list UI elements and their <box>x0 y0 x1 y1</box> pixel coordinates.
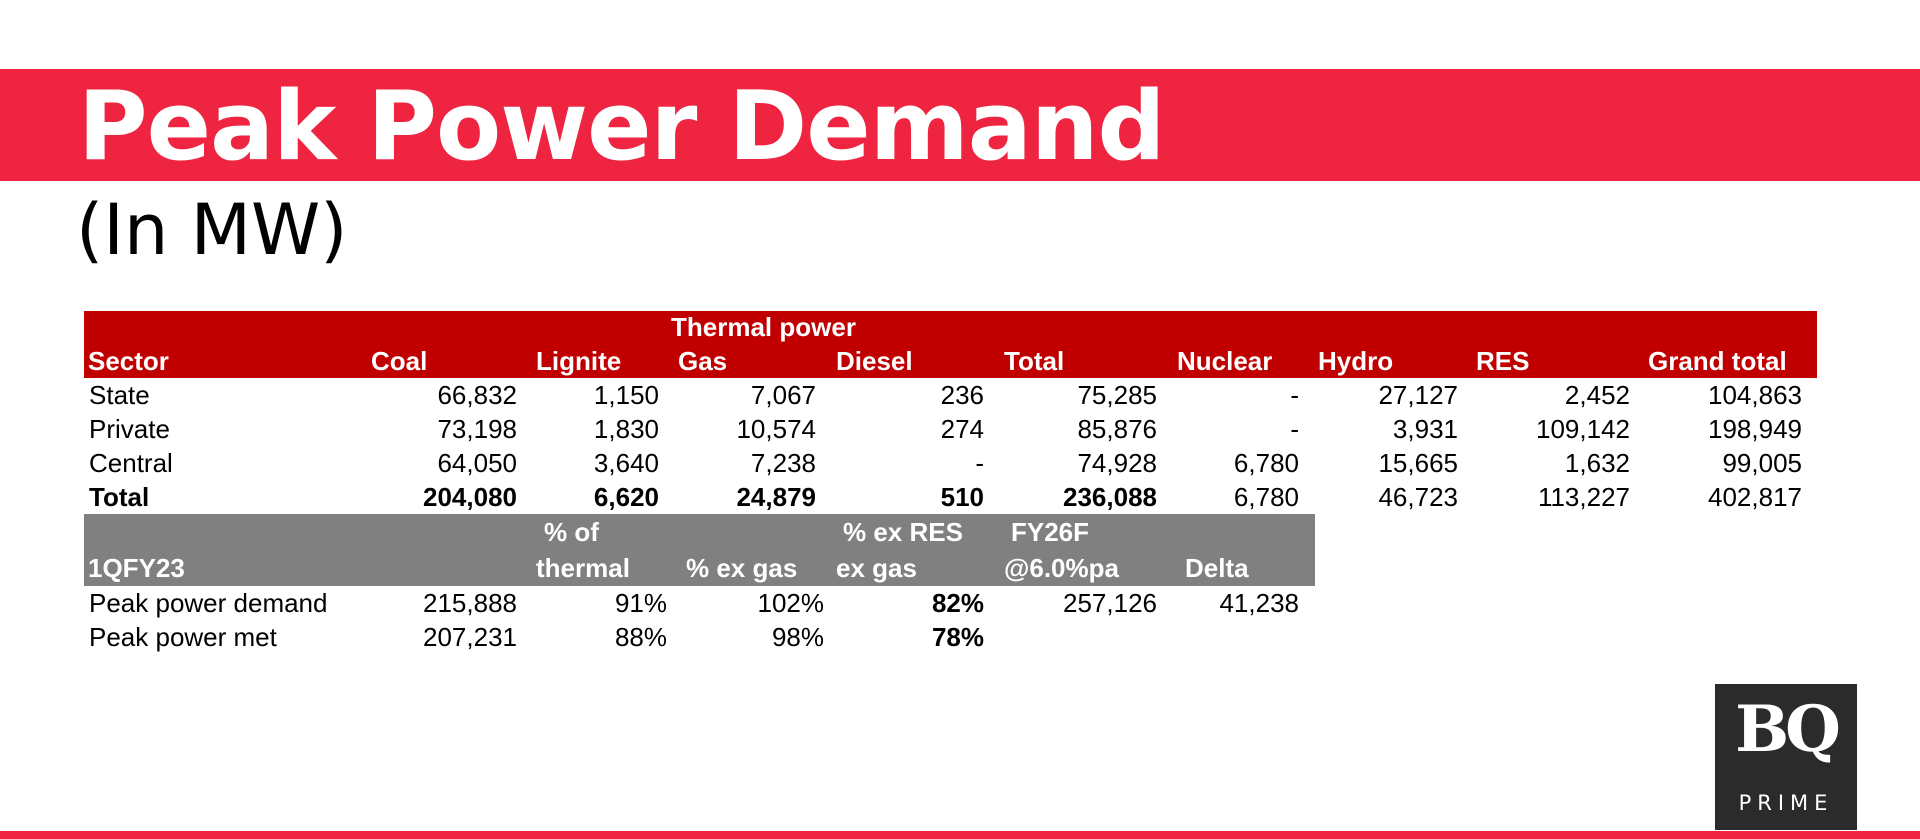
table-cell: 257,126 <box>1063 587 1157 618</box>
table-cell: 1,830 <box>593 413 659 444</box>
peak-demand-table <box>84 311 1817 654</box>
table-cell: 15,665 <box>1378 447 1458 478</box>
slide-subtitle: (In MW) <box>76 189 348 271</box>
table-cell: 3,640 <box>593 447 659 478</box>
table-cell: 1,150 <box>593 379 659 410</box>
summary-header-fy26f: FY26F <box>1011 516 1090 547</box>
row-label: Peak power demand <box>89 587 328 618</box>
table-row <box>84 446 1817 480</box>
col-header-sector: Sector <box>88 345 169 376</box>
table-cell: - <box>975 447 984 478</box>
col-header-coal: Coal <box>371 345 428 376</box>
table-header-row <box>84 344 1817 378</box>
col-header-gas: Gas <box>678 345 728 376</box>
bq-prime-logo <box>1715 684 1857 830</box>
row-label: State <box>89 379 150 410</box>
row-label: Total <box>89 481 150 512</box>
col-header-nuclear: Nuclear <box>1177 345 1273 376</box>
table-cell: 41,238 <box>1219 587 1299 618</box>
table-cell: 104,863 <box>1708 379 1802 410</box>
bottom-accent-bar <box>0 831 1920 839</box>
summary-header-ex-gas: ex gas <box>836 552 917 583</box>
col-header-hydro: Hydro <box>1318 345 1394 376</box>
slide-title: Peak Power Demand <box>78 72 1165 182</box>
table-cell: 109,142 <box>1536 413 1630 444</box>
table-cell: 6,780 <box>1233 447 1299 478</box>
table-cell: 236,088 <box>1063 481 1157 512</box>
table-cell: 207,231 <box>423 621 517 652</box>
logo-mark: BQ <box>1735 692 1837 767</box>
summary-row <box>84 620 1817 654</box>
col-header-res: RES <box>1476 345 1530 376</box>
table-cell: 510 <box>940 481 984 512</box>
col-header-grand-total: Grand total <box>1648 345 1787 376</box>
table-cell: 113,227 <box>1537 481 1630 512</box>
table-cell: 10,574 <box>736 413 816 444</box>
table-cell: 64,050 <box>437 447 517 478</box>
table-cell: 88% <box>614 621 667 652</box>
table-cell: 66,832 <box>437 379 517 410</box>
summary-header-row-top <box>84 514 1315 550</box>
col-header-lignite: Lignite <box>536 345 622 376</box>
table-cell: 85,876 <box>1077 413 1157 444</box>
table-cell: 274 <box>940 413 984 444</box>
summary-header-growth: @6.0%pa <box>1004 552 1119 583</box>
table-cell: 204,080 <box>423 481 517 512</box>
summary-header-row-bottom <box>84 550 1315 586</box>
summary-header-pct-of: % of <box>544 516 599 547</box>
summary-row <box>84 586 1817 620</box>
table-cell: 98% <box>771 621 824 652</box>
col-header-total: Total <box>1004 345 1065 376</box>
table-cell: 46,723 <box>1378 481 1458 512</box>
summary-header-pct-ex-gas: % ex gas <box>686 552 798 583</box>
table-cell: 74,928 <box>1077 447 1157 478</box>
table-cell: - <box>1290 379 1299 410</box>
table-cell: 27,127 <box>1378 379 1458 410</box>
table-cell: 78% <box>931 621 984 652</box>
table-cell: 6,620 <box>593 481 659 512</box>
table-cell: 99,005 <box>1722 447 1802 478</box>
summary-header-thermal: thermal <box>536 552 630 583</box>
table-group-header-row <box>84 311 1817 344</box>
table-cell: 215,888 <box>423 587 517 618</box>
table-cell: 7,238 <box>750 447 816 478</box>
table-cell: 24,879 <box>736 481 816 512</box>
table-cell: 3,931 <box>1392 413 1458 444</box>
table-cell: 7,067 <box>750 379 816 410</box>
col-header-diesel: Diesel <box>836 345 913 376</box>
table-cell: - <box>1290 413 1299 444</box>
table-cell: 102% <box>757 587 824 618</box>
table-cell: 91% <box>614 587 667 618</box>
table-cell: 2,452 <box>1564 379 1630 410</box>
table-total-row <box>84 480 1817 514</box>
table-cell: 82% <box>931 587 984 618</box>
row-label: Private <box>89 413 170 444</box>
row-label: Central <box>89 447 173 478</box>
table-cell: 6,780 <box>1233 481 1299 512</box>
summary-header-1qfy23: 1QFY23 <box>88 552 185 583</box>
table-cell: 402,817 <box>1708 481 1802 512</box>
table-cell: 236 <box>940 379 984 410</box>
table-cell: 198,949 <box>1708 413 1802 444</box>
row-label: Peak power met <box>89 621 277 652</box>
thermal-power-group-header: Thermal power <box>671 312 856 342</box>
table-cell: 1,632 <box>1564 447 1630 478</box>
logo-text: PRIME <box>1738 791 1834 815</box>
table-cell: 73,198 <box>437 413 517 444</box>
summary-header-delta: Delta <box>1185 552 1249 583</box>
table-row <box>84 412 1817 446</box>
table-row <box>84 378 1817 412</box>
table-cell: 75,285 <box>1077 379 1157 410</box>
summary-header-pct-ex-res: % ex RES <box>843 516 963 547</box>
